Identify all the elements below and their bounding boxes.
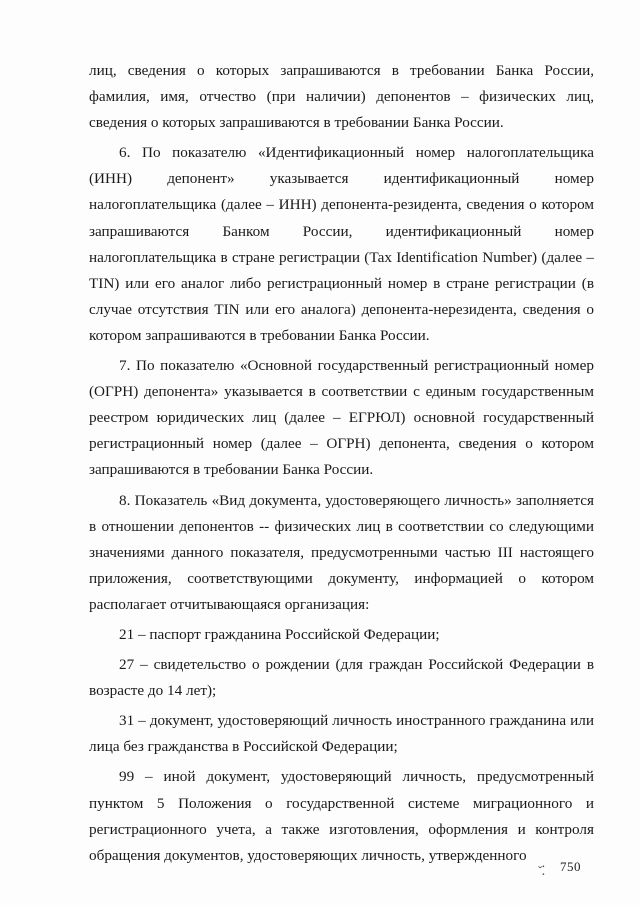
list-item-code-99: 99 – иной документ, удостоверяющий личность, предусмотренный пунктом 5 Положения о государственной системе миграционного и регистрационного учета, а также изготовления, оформления и контроля обращения документов, удостоверяющих личность, утвержденного [89,768,594,864]
list-item-code-27: 27 – свидетельство о рождении (для граждан Российской Федерации в возрасте до 14 лет); [89,656,594,700]
list-item-code-21: 21 – паспорт гражданина Российской Федерации; [119,625,440,643]
paragraph-item-6: 6. По показателю «Идентификационный номер налогоплательщика (ИНН) депонент» указывается идентификационный номер налогоплательщика (далее – ИНН) депонента-резидента, сведения о котором запрашиваются Банком России, идентификационный номер налогоплательщика в стране регистрации (Tax Identification Number) (далее – TIN) или его аналог либо регистрационный номер в стране регистрации (в случае отсутствия TIN или его аналога) депонента-нерезидента, сведения о котором запрашиваются в требовании Банка России. [89,144,594,344]
paragraph-continuation: лиц, сведения о которых запрашиваются в требовании Банка России, фамилия, имя, отчество (при наличии) депонентов – физических лиц, сведения о которых запрашиваются в требовании Банка России. [89,62,594,132]
page-number: 750 [560,859,581,874]
body-text [89,58,594,869]
paragraph-item-8: 8. Показатель «Вид документа, удостоверяющего личность» заполняется в отношении депонентов -- физических лиц в соответствии со следующими значениями данного показателя, предусмотренными частью III настоящего приложения, соответствующими документу, информацией о котором располагает отчитывающаяся организация: [89,491,594,613]
paragraph-item-7: 7. По показателю «Основной государственный регистрационный номер (ОГРН) депонента» указывается в соответствии с единым государственным реестром юридических лиц (далее – ЕГРЮЛ) основной государственный регистрационный номер (далее – ОГРН) депонента, сведения о котором запрашиваются в требовании Банка России. [89,357,594,479]
scan-mark: ˇ⁚ [538,863,545,878]
list-item-code-31: 31 – документ, удостоверяющий личность иностранного гражданина или лица без гражданства в Российской Федерации; [89,712,594,756]
